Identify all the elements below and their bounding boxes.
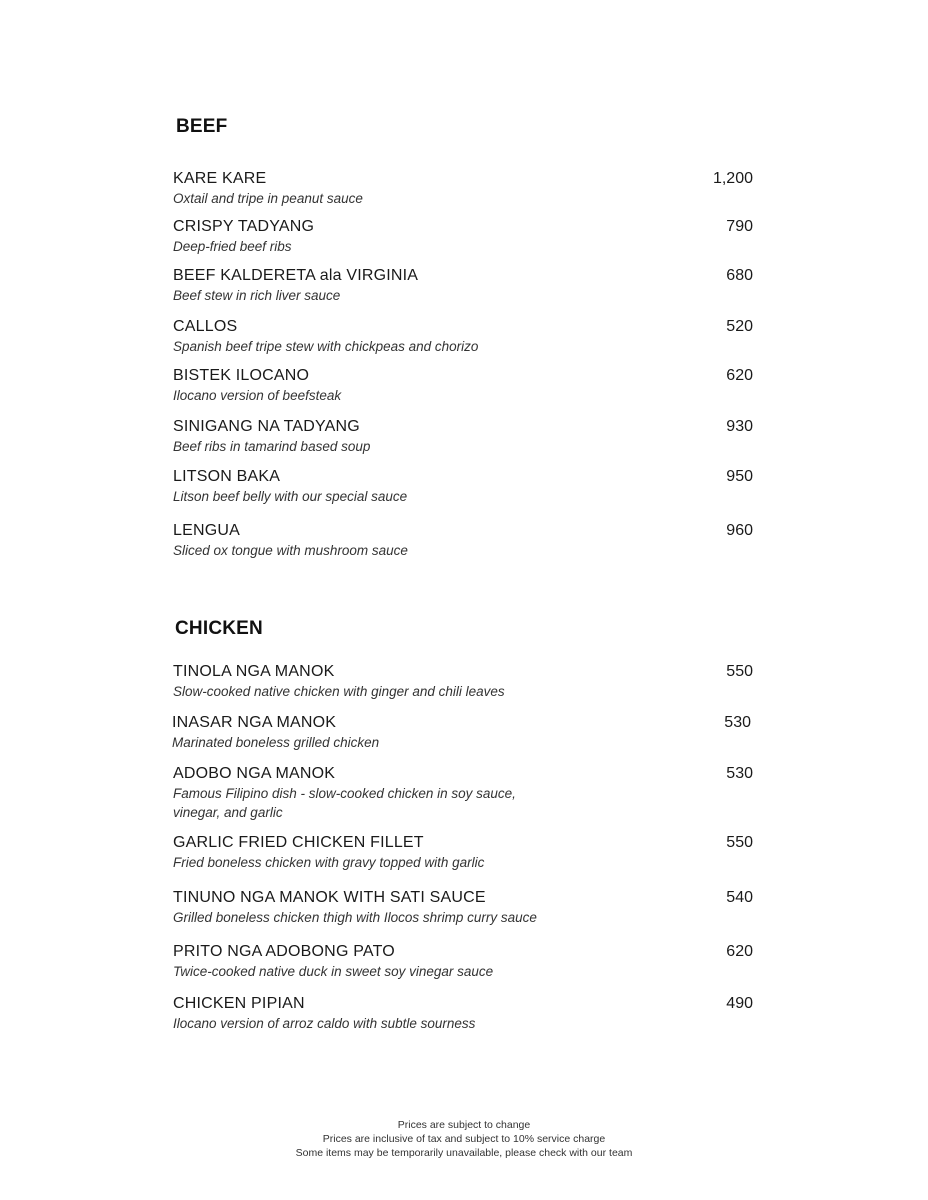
item-description: Grilled boneless chicken thigh with Ilocos shrimp curry sauce: [173, 910, 537, 925]
item-description: Ilocano version of beefsteak: [173, 388, 342, 403]
item-name: LITSON BAKA: [173, 468, 281, 485]
menu-item: [173, 765, 753, 822]
item-description: Sliced ox tongue with mushroom sauce: [173, 543, 408, 558]
item-name: ADOBO NGA MANOK: [173, 765, 336, 782]
menu-item: [173, 663, 753, 701]
item-price: 620: [726, 367, 753, 384]
footer-note: Prices are inclusive of tax and subject to 10% service charge: [322, 1133, 606, 1145]
item-price: 550: [726, 663, 753, 680]
item-name: INASAR NGA MANOK: [172, 714, 337, 731]
menu-item: [173, 318, 753, 356]
footer-note: Some items may be temporarily unavailable, please check with our team: [295, 1147, 633, 1159]
menu-item: [173, 170, 753, 208]
item-price: 620: [726, 943, 753, 960]
item-name: CHICKEN PIPIAN: [173, 995, 305, 1012]
menu-item: [173, 889, 753, 927]
item-name: KARE KARE: [173, 170, 267, 187]
item-price: 960: [726, 522, 753, 539]
item-price: 550: [726, 834, 753, 851]
item-description: Oxtail and tripe in peanut sauce: [173, 191, 363, 206]
item-name: LENGUA: [173, 522, 240, 539]
item-description: Beef stew in rich liver sauce: [173, 288, 341, 303]
item-description: Marinated boneless grilled chicken: [172, 735, 380, 750]
item-name: CALLOS: [173, 318, 238, 335]
menu-item: [172, 714, 751, 752]
item-price: 1,200: [712, 170, 753, 187]
item-name: PRITO NGA ADOBONG PATO: [173, 943, 395, 960]
item-price: 790: [726, 218, 753, 235]
item-name: CRISPY TADYANG: [173, 218, 315, 235]
item-price: 520: [726, 318, 753, 335]
item-description: Famous Filipino dish - slow-cooked chicken in soy sauce, vinegar, and garlic: [173, 786, 516, 820]
menu-item: [173, 943, 753, 981]
menu-item: [173, 995, 753, 1033]
item-price: 490: [726, 995, 753, 1012]
item-description: Ilocano version of arroz caldo with subtle sourness: [173, 1016, 476, 1031]
item-price: 950: [726, 468, 753, 485]
section-title-beef: BEEF: [176, 116, 228, 137]
item-description: Fried boneless chicken with gravy topped with garlic: [173, 855, 485, 870]
item-price: 680: [726, 267, 753, 284]
menu-item: [173, 834, 753, 872]
menu-item: [173, 218, 753, 256]
footer-note: Prices are subject to change: [397, 1119, 531, 1131]
item-name: BISTEK ILOCANO: [173, 367, 310, 384]
item-price: 530: [724, 714, 751, 731]
item-name: SINIGANG NA TADYANG: [173, 418, 360, 435]
item-name: TINUNO NGA MANOK WITH SATI SAUCE: [173, 889, 486, 906]
item-name: BEEF KALDERETA ala VIRGINIA: [173, 267, 419, 284]
menu-item: [173, 468, 753, 506]
item-description: Spanish beef tripe stew with chickpeas and chorizo: [173, 339, 479, 354]
item-description: Beef ribs in tamarind based soup: [173, 439, 371, 454]
menu-item: [173, 522, 753, 560]
item-price: 530: [726, 765, 753, 782]
item-description: Deep-fried beef ribs: [173, 239, 292, 254]
item-description: Twice-cooked native duck in sweet soy vinegar sauce: [173, 964, 494, 979]
menu-item: [173, 367, 753, 405]
item-price: 930: [726, 418, 753, 435]
menu-item: [173, 267, 753, 305]
menu-item: [173, 418, 753, 456]
item-description: Litson beef belly with our special sauce: [173, 489, 408, 504]
footer-notes: [0, 1118, 928, 1160]
section-title-chicken: CHICKEN: [175, 618, 263, 639]
item-name: GARLIC FRIED CHICKEN FILLET: [173, 834, 424, 851]
item-price: 540: [726, 889, 753, 906]
item-description: Slow-cooked native chicken with ginger and chili leaves: [173, 684, 505, 699]
item-name: TINOLA NGA MANOK: [173, 663, 335, 680]
